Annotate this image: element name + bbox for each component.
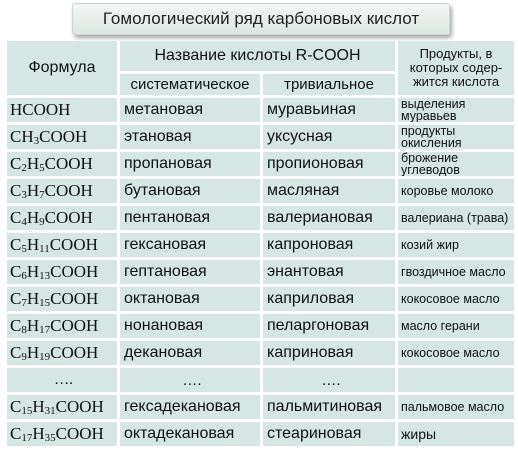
systematic-name-cell: пропановая [120, 152, 260, 176]
products-cell: гвоздичное масло [398, 260, 514, 284]
products-cell: кокосовое масло [398, 341, 514, 365]
formula-cell [7, 152, 117, 176]
trivial-name-cell: каприловая [263, 287, 395, 311]
formula-subscript: 17 [21, 432, 33, 444]
formula-cell [7, 125, 117, 149]
trivial-name-cell: муравьиная [263, 98, 395, 122]
formula-part: H [32, 424, 45, 443]
formula-subscript: 11 [39, 243, 50, 255]
table-row [7, 287, 514, 311]
table-row [7, 314, 514, 338]
trivial-name-cell: пропионовая [263, 152, 395, 176]
formula-part: C [10, 181, 22, 200]
table-row [7, 179, 514, 203]
header-acid-name: Название кислоты R-COOH [120, 41, 395, 71]
acid-table-container [4, 38, 514, 454]
products-cell: масло герани [398, 314, 514, 338]
formula-part: HCOOH [10, 100, 71, 119]
products-cell: пальмовое масло [398, 395, 514, 419]
systematic-name-cell: октановая [120, 287, 260, 311]
formula-part: COOH [49, 235, 98, 254]
formula-part: C [10, 316, 22, 335]
formula-cell [7, 395, 117, 419]
products-cell: коровье молоко [398, 179, 514, 203]
table-row [7, 125, 514, 149]
formula-part: COOH [50, 262, 99, 281]
formula-subscript: 17 [39, 324, 51, 336]
formula-part: H [26, 235, 40, 254]
table-title: Гомологический ряд карбоновых кислот [72, 3, 450, 35]
table-row [7, 368, 514, 392]
formula-subscript: 6 [21, 270, 27, 282]
formula-subscript: 7 [21, 297, 27, 309]
formula-cell [7, 422, 117, 446]
table-row [7, 98, 514, 122]
trivial-name-cell: …. [263, 368, 395, 392]
systematic-name-cell: пентановая [120, 206, 260, 230]
formula-part: COOH [44, 181, 93, 200]
formula-part: COOH [55, 424, 104, 443]
formula-cell [7, 314, 117, 338]
trivial-name-cell: стеариновая [263, 422, 395, 446]
formula-cell [7, 206, 117, 230]
formula-part: C [10, 424, 22, 443]
formula-cell [7, 368, 117, 392]
header-products: Продукты, в которых содер-жится кислота [398, 41, 514, 95]
products-cell [398, 368, 514, 392]
formula-part: H [26, 208, 40, 227]
table-body [7, 98, 514, 446]
formula-subscript: 9 [39, 216, 45, 228]
systematic-name-cell: метановая [120, 98, 260, 122]
formula-subscript: 8 [21, 324, 27, 336]
formula-part: H [26, 316, 40, 335]
formula-subscript: 15 [21, 405, 33, 417]
formula-subscript: 5 [21, 243, 27, 255]
formula-subscript: 9 [21, 351, 27, 363]
systematic-name-cell: нонановая [120, 314, 260, 338]
trivial-name-cell: уксусная [263, 125, 395, 149]
table-row [7, 152, 514, 176]
trivial-name-cell: масляная [263, 179, 395, 203]
formula-part: H [26, 181, 40, 200]
formula-part: C [10, 154, 22, 173]
formula-part: COOH [55, 397, 104, 416]
products-cell: выделения муравьев [398, 98, 514, 122]
formula-part: H [32, 397, 45, 416]
formula-subscript: 7 [39, 189, 45, 201]
trivial-name-cell: капроновая [263, 233, 395, 257]
formula-part: H [26, 343, 40, 362]
table-row [7, 206, 514, 230]
formula-subscript: 13 [39, 270, 51, 282]
header-systematic: систематическое [120, 74, 260, 95]
trivial-name-cell: валериановая [263, 206, 395, 230]
formula-cell [7, 287, 117, 311]
formula-part: C [10, 208, 22, 227]
formula-part: C [10, 289, 22, 308]
products-cell: кокосовое масло [398, 287, 514, 311]
formula-subscript: 3 [33, 135, 40, 147]
formula-part: C [10, 235, 22, 254]
header-trivial: тривиальное [263, 74, 395, 95]
formula-part: H [26, 154, 40, 173]
formula-subscript: 3 [21, 189, 27, 201]
formula-part: …. [54, 371, 73, 388]
formula-part: H [26, 289, 40, 308]
formula-part: CH [10, 127, 34, 146]
systematic-name-cell: декановая [120, 341, 260, 365]
formula-part: COOH [44, 208, 93, 227]
products-cell: козий жир [398, 233, 514, 257]
formula-cell [7, 179, 117, 203]
header-formula: Формула [7, 41, 117, 95]
table-row [7, 233, 514, 257]
formula-cell [7, 98, 117, 122]
formula-subscript: 19 [39, 351, 51, 363]
formula-subscript: 2 [21, 162, 27, 174]
table-row [7, 260, 514, 284]
formula-subscript: 5 [39, 162, 45, 174]
formula-cell [7, 341, 117, 365]
formula-part: C [10, 397, 22, 416]
formula-part: COOH [39, 127, 88, 146]
trivial-name-cell: пальмитиновая [263, 395, 395, 419]
formula-part: C [10, 262, 22, 281]
products-cell: валериана (трава) [398, 206, 514, 230]
formula-cell [7, 233, 117, 257]
table-row [7, 395, 514, 419]
formula-part: C [10, 343, 22, 362]
trivial-name-cell: пеларгоновая [263, 314, 395, 338]
table-row [7, 422, 514, 446]
trivial-name-cell: энантовая [263, 260, 395, 284]
formula-part: H [26, 262, 40, 281]
products-cell: брожение углеводов [398, 152, 514, 176]
products-cell: продукты окисления [398, 125, 514, 149]
products-cell: жиры [398, 422, 514, 446]
systematic-name-cell: …. [120, 368, 260, 392]
systematic-name-cell: этановая [120, 125, 260, 149]
formula-cell [7, 260, 117, 284]
formula-subscript: 31 [44, 405, 56, 417]
formula-part: COOH [44, 154, 93, 173]
systematic-name-cell: гексадекановая [120, 395, 260, 419]
homologous-series-table [4, 38, 517, 449]
formula-part: COOH [50, 289, 99, 308]
table-row [7, 341, 514, 365]
systematic-name-cell: гептановая [120, 260, 260, 284]
formula-subscript: 15 [39, 297, 51, 309]
systematic-name-cell: бутановая [120, 179, 260, 203]
formula-subscript: 35 [44, 432, 56, 444]
systematic-name-cell: гексановая [120, 233, 260, 257]
systematic-name-cell: октадекановая [120, 422, 260, 446]
formula-part: COOH [50, 316, 99, 335]
formula-subscript: 4 [21, 216, 27, 228]
trivial-name-cell: каприновая [263, 341, 395, 365]
formula-part: COOH [50, 343, 99, 362]
